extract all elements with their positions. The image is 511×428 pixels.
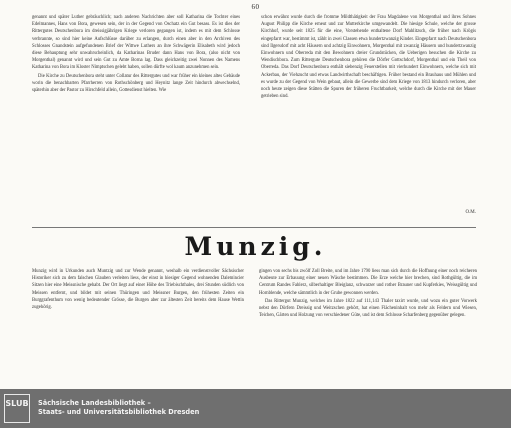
library-name-line-2: Staats- und Universitätsbibliothek Dresden — [38, 408, 200, 416]
paragraph: Munzig wird in Urkunden auch Muntzig und zur Wende genannt, weshalb ein verdienstvoller Sächsischer Historiker sich zu dem falschen Glauben verleiten liess, der einst in hiesiger Gegend wohnenden Dalemincier Sitzen hier eine Meissnische gehabt. Der Ort liegt auf einer Höhe des Triebischthales, drei Stunden südlich von Meissen entfernt, und bildet mit seinen Thüringen und Meissner Burgen, den frühesten Zeiten ein Burggrafenthum von wenig bedeutender Grösse, die Burgen aber zur ältesten Zeit bereits dem Hause Wettin zugehörig. — [32, 269, 244, 311]
library-footer-bar — [0, 389, 511, 428]
bottom-right-column — [259, 268, 477, 382]
library-name[interactable] — [38, 399, 199, 417]
paragraph: genannt und später Luther gebräuchlich; nach anderen Nachrichten aber soll Katharina die Tochter eines Edelmannes, Hans von Bora, gewesen sein, der in der Gegend von Oschatz ein Gut besass. Es ist dies der Rittergutes Deutschenbora im dreissigjährigen Kriege verloren gegangen ist, indem es mit dem Schlosse verbrannte, so sind hier keine Aufschlüsse darüber zu erlangen, durch einen aber in den Archiven des Schlosses Gnandstein aufgefundenen Brief der Wittwe Luthers an ihre Schwägerin Elisabeth wird jedoch diese Behauptung sehr unwahrscheinlich, da Katharinas Bruder dann Hans von Bora, (also nicht von Morgenthal) genannt wird und sein Gut zu Amte Borna lag. Dass gleichzeitig zwei Nonnen des Namens Katharina von Bora im Kloster Nimptschen gelebt haben, sollen dürfte wol kaum anzunehmen sein. — [32, 15, 240, 71]
bottom-left-column — [32, 268, 244, 382]
paragraph: schon erwähnt wurde durch die fromme Mildthätigkeit der Frau Magdalene von Morgenthal und ihres Sohnes August Philipp die Kirche erneut und zur Mutterkirche umgewandelt. Die hiesige Schule, welche der grosse Kirchhof, wurde seit 1825 für die eine, Vorstehende enthaltene Dorf Mahlitzsch, die früher nach Krögis eingepfarrt war, bestimmt ist, zählt in zwei Classen etwa hundertzwanzig Kinder. Eingepfarrt nach Deutschenbora sind Ilgersdorf mit acht Häusern und achtzig Einwohnern, Morgenthal mit zwanzig Häusern und hundertzwanzig Einwohnern und Oberreda mit den Bewohnern dreier Grundstücken, die Ueberigen besuchen die Kirche zu Wendischbora. Zum Rittergute Deutschenbora gehören die Dörfer Gottschdorf, Morgenthal und ein Theil von Oberreda. Das Dorf Deutschenbora enthält siebenzig Feuerstellen mit vierhundert Einwohnern, welche sich mit Ackerbau, der Viehzucht und etwas Landwirthschaft beschäftigen. Früher bestand ein Brauhaus und Mühlen und es wurde zu der Gegend von Wein gebaut, allein die Gewerbe sind dem Kriege von 1813 hindurch verloren, aber noch heute zeigen diese Stätten die Spuren der früheren Fruchtbarkeit, welche durch die Kirche mit der Mauer getrieben sind. — [261, 15, 476, 100]
top-right-column — [261, 14, 476, 207]
section-divider — [32, 227, 476, 228]
paragraph: Das Rittergut Munzig, welches im Jahre 1822 auf 111,143 Thaler taxirt wurde, und wozu ein guter Vorwerk nebst den Dörfern Dreissig und Weitzschen gehört, hat einen Flächeninhalt von mehr als Feldern und Wiesen, Teichen, Gärten und Holzung von verschiedener Güte, und ist dem Schlosse Scharfenberg gegenüber gelegen. — [259, 298, 477, 319]
paragraph: gingen von sechs bis zwölf Zoll Breite, und im Jahre 1790 liess man sich durch die Hoffnung einer noch reicheren Ausbeute zur Erbauung einer neuen Wäsche bestimmen. Die Erze welche hier brechen, sind Rothgültig, die im Centrum Randes Fahlerz, silberhaltiger Bleiglanz, schwarzer und rother Brauner und Kupferkies, Weissgültig und Hornblende, welche sämmtlich in der Grube gewonnen werden. — [259, 269, 477, 296]
paragraph: Die Kirche zu Deutschenbora steht unter Collatur des Rittergutes und war früher ein kleines altes Gebäude worin die benachbarten Pfarrherren von Rothschönberg und Heynitz lange Zeit hindurch abwechselnd, späterhin aber der Pastor zu Hirschfeld allein, Gottesdienst hielten. Wie — [32, 73, 240, 94]
top-left-column — [32, 14, 240, 216]
author-signature: O.M. — [465, 210, 476, 215]
slub-logo[interactable]: SLUB — [4, 394, 30, 423]
page-number: 60 — [251, 3, 260, 11]
library-name-line-1: Sächsische Landesbibliothek – — [38, 399, 151, 407]
article-title: Munzig. — [184, 232, 327, 261]
